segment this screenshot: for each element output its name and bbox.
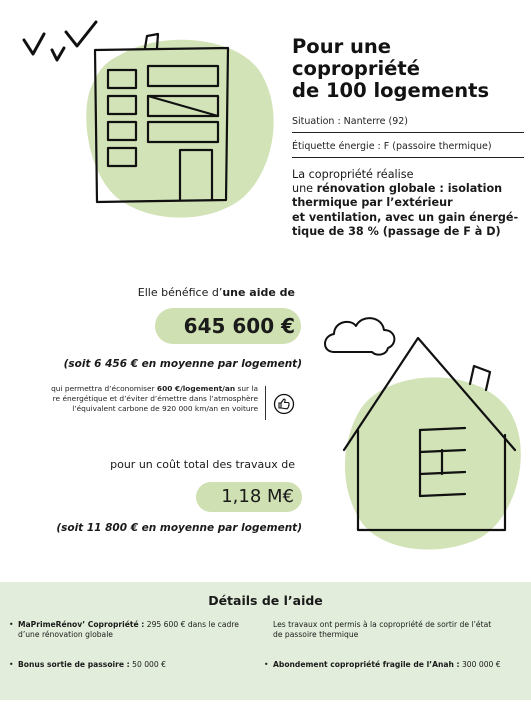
- saves-line-3: l’équivalent carbone de 920 000 km/an en voiture: [72, 403, 258, 413]
- cost-average: [40, 522, 302, 534]
- aid-amount-pill: 645 600 €: [155, 308, 301, 344]
- aid-intro-bold: une aide de: [222, 286, 295, 299]
- situation-text: Situation : Nanterre (92): [292, 116, 408, 127]
- saves-line-2: re énergétique et d’éviter d’émettre dans l’atmosphère: [52, 393, 258, 403]
- desc-line-2-bold: rénovation globale : isolation: [316, 182, 503, 196]
- house-illustration: [300, 300, 531, 560]
- detail-item-4-bold: Abondement copropriété fragile de l’Anah :: [273, 660, 460, 669]
- detail-item-2-text: 50 000 €: [129, 660, 166, 669]
- detail-item-3-text: Les travaux ont permis à la copropriété de sortir de l’état de passoire thermique: [273, 620, 492, 639]
- saves-line-1-bold: 600 €/logement/an: [156, 384, 236, 393]
- green-blob-house: [345, 377, 521, 549]
- energy-label-text: Étiquette énergie : F (passoire thermique): [292, 141, 492, 152]
- desc-line-3-bold: thermique par l’extérieur: [292, 196, 453, 210]
- detail-item-anah: • Abondement copropriété fragile de l’Anah : 300 000 €: [264, 660, 501, 669]
- savings-divider: [265, 386, 266, 420]
- aid-intro-prefix: Elle bénéfice d’: [137, 286, 223, 299]
- desc-line-4-bold: et ventilation, avec un gain énergé-: [292, 210, 519, 224]
- detail-item-1-bold: MaPrimeRénov’ Copropriété :: [18, 620, 145, 629]
- cost-average-bold: (soit 11 800 € en moyenne par logement): [56, 522, 302, 534]
- title-line-1: Pour une: [292, 35, 391, 58]
- building-illustration: [0, 0, 290, 230]
- thumbs-up-icon: [273, 393, 295, 415]
- desc-line-1: La copropriété réalise: [292, 168, 414, 181]
- desc-line-5-bold: tique de 38 % (passage de F à D): [292, 224, 501, 238]
- cloud-illustration: [325, 318, 394, 355]
- detail-item-4-text: 300 000 €: [459, 660, 501, 669]
- title-line-3: de 100 logements: [292, 79, 490, 102]
- renovation-description: [292, 168, 524, 239]
- saves-line-1-suffix: sur la: [235, 384, 258, 393]
- birds-illustration: [24, 22, 96, 60]
- cost-intro: pour un coût total des travaux de: [110, 458, 295, 471]
- divider-rule: [292, 132, 524, 133]
- cost-amount-pill: 1,18 M€: [196, 482, 302, 512]
- title-line-2: copropriété: [292, 57, 420, 80]
- page-title: [292, 36, 522, 102]
- details-title: Détails de l’aide: [208, 593, 323, 608]
- divider-rule: [292, 157, 524, 158]
- detail-item-bonus: • Bonus sortie de passoire : 50 000 €: [9, 660, 166, 669]
- aid-average: (soit 6 456 € en moyenne par logement): [63, 358, 302, 370]
- aid-intro: [100, 286, 295, 299]
- detail-item-passoire-note: [273, 620, 503, 640]
- detail-item-1-text: 295 600 € dans le cadre d’une rénovation globale: [18, 620, 239, 639]
- detail-item-2-bold: Bonus sortie de passoire :: [18, 660, 130, 669]
- saves-line-1-prefix: qui permettra d’économiser: [51, 384, 157, 393]
- detail-item-maprimerenov: • MaPrimeRénov’ Copropriété : 295 600 € dans le cadre d’une rénovation globale: [9, 620, 239, 639]
- savings-text: [0, 384, 258, 413]
- desc-line-2-prefix: une: [292, 182, 317, 196]
